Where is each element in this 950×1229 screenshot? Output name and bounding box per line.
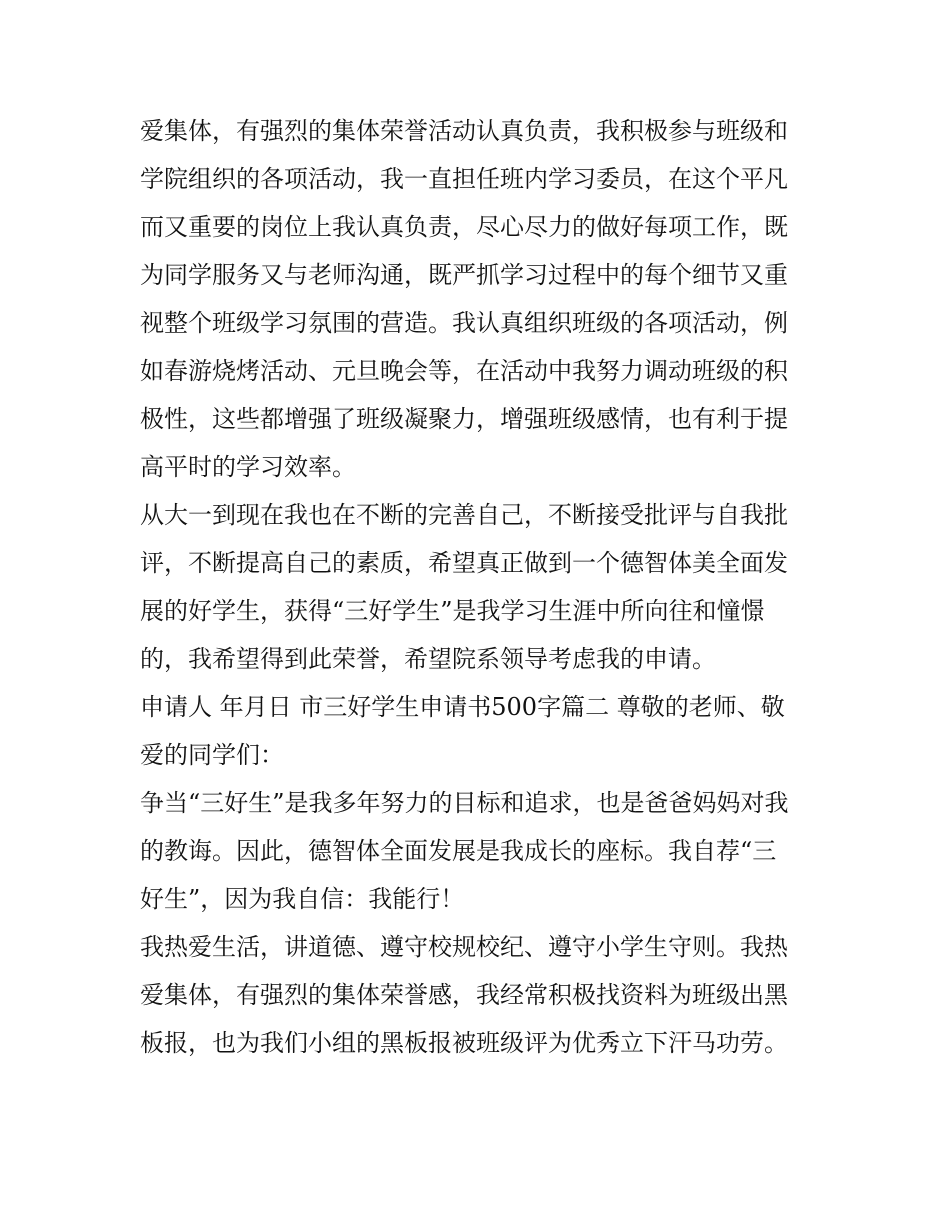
text-line: 视整个班级学习氛围的营造。我认真组织班级的各项活动，例 [140,309,788,337]
text-line: 极性，这些都增强了班级凝聚力，增强班级感情，也有利于提 [140,405,788,433]
text-line: 从大一到现在我也在不断的完善自己，不断接受批评与自我批 [140,501,788,529]
text-line: 而又重要的岗位上我认真负责，尽心尽力的做好每项工作，既 [140,213,788,241]
text-line: 为同学服务又与老师沟通，既严抓学习过程中的每个细节又重 [140,261,788,289]
text-line: 爱的同学们： [140,741,284,769]
text-line: 高平时的学习效率。 [140,453,356,481]
text-line: 爱集体，有强烈的集体荣誉活动认真负责，我积极参与班级和 [140,117,788,145]
text-line: 学院组织的各项活动，我一直担任班内学习委员，在这个平凡 [140,165,788,193]
text-line: 展的好学生，获得“三好学生”是我学习生涯中所向往和憧憬 [140,597,765,625]
text-line: 申请人 年月日 市三好学生申请书500字篇二 尊敬的老师、敬 [140,693,785,721]
text-line: 板报，也为我们小组的黑板报被班级评为优秀立下汗马功劳。 [140,1029,788,1057]
text-line: 的教诲。因此，德智体全面发展是我成长的座标。我自荐“三 [140,837,777,865]
text-line: 评，不断提高自己的素质，希望真正做到一个德智体美全面发 [140,549,788,577]
text-line: 如春游烧烤活动、元旦晚会等，在活动中我努力调动班级的积 [140,357,788,385]
text-line: 的，我希望得到此荣誉，希望院系领导考虑我的申请。 [140,645,716,673]
body-text [140,107,820,1067]
text-line: 爱集体，有强烈的集体荣誉感，我经常积极找资料为班级出黑 [140,981,788,1009]
text-line: 好生”，因为我自信：我能行！ [140,885,465,913]
text-line: 我热爱生活，讲道德、遵守校规校纪、遵守小学生守则。我热 [140,933,788,961]
text-line: 争当“三好生”是我多年努力的目标和追求，也是爸爸妈妈对我 [140,789,789,817]
